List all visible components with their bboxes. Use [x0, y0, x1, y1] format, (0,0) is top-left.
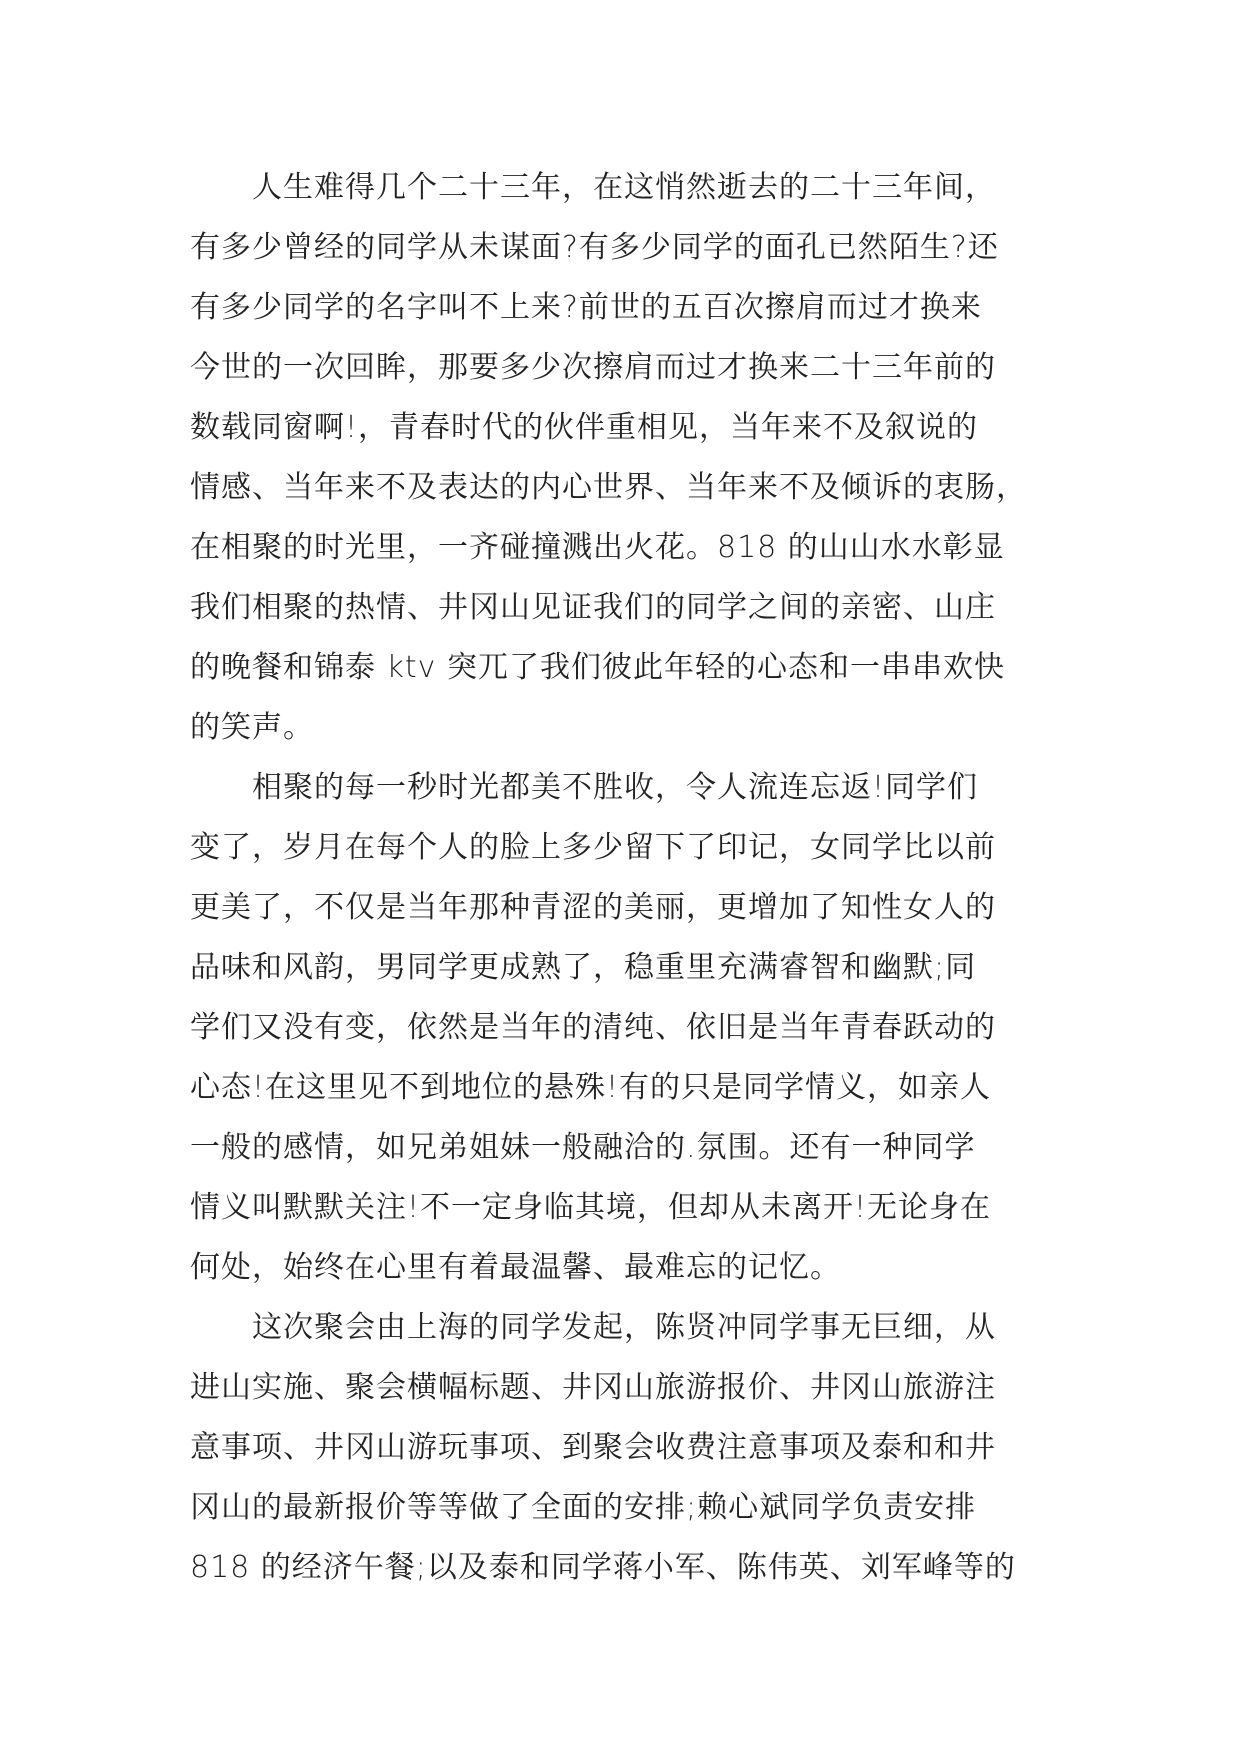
text-line: 的笑声。: [190, 710, 314, 745]
text-line: 进山实施、聚会横幅标题、井冈山旅游报价、井冈山旅游注: [190, 1370, 996, 1405]
text-line: 冈山的最新报价等等做了全面的安排;赖心斌同学负责安排: [190, 1490, 977, 1525]
text-line: 心态!在这里见不到地位的悬殊!有的只是同学情义，如亲人: [190, 1070, 992, 1105]
paragraph-1: [190, 158, 1070, 758]
text-line: 更美了，不仅是当年那种青涩的美丽，更增加了知性女人的: [190, 890, 996, 925]
text-line: 意事项、井冈山游玩事项、到聚会收费注意事项及泰和和井: [190, 1430, 996, 1465]
text-line: 有多少同学的名字叫不上来?前世的五百次擦肩而过才换来: [190, 290, 982, 325]
paragraph-2: [190, 758, 1070, 1298]
text-line: 818 的经济午餐;以及泰和同学蒋小军、陈伟英、刘军峰等的: [190, 1550, 1016, 1585]
text-line: 相聚的每一秒时光都美不胜收，令人流连忘返!同学们: [252, 770, 979, 805]
text-line: 情义叫默默关注!不一定身临其境，但却从未离开!无论身在: [190, 1190, 992, 1225]
text-line: 的晚餐和锦泰 ktv 突兀了我们彼此年轻的心态和一串串欢快: [190, 650, 1005, 685]
text-line: 数载同窗啊!，青春时代的伙伴重相见，当年来不及叙说的: [190, 410, 979, 445]
paragraph-3: [190, 1298, 1070, 1598]
text-line: 人生难得几个二十三年，在这悄然逝去的二十三年间，: [252, 170, 996, 205]
document-body: [190, 158, 1070, 1598]
text-line: 一般的感情，如兄弟姐妹一般融洽的.氛围。还有一种同学: [190, 1130, 976, 1165]
text-line: 这次聚会由上海的同学发起，陈贤冲同学事无巨细，从: [252, 1310, 996, 1345]
text-line: 学们又没有变，依然是当年的清纯、依旧是当年青春跃动的: [190, 1010, 996, 1045]
text-line: 在相聚的时光里，一齐碰撞溅出火花。818 的山山水水彰显: [190, 530, 1005, 565]
text-line: 今世的一次回眸，那要多少次擦肩而过才换来二十三年前的: [190, 350, 996, 385]
text-line: 品味和风韵，男同学更成熟了，稳重里充满睿智和幽默;同: [190, 950, 977, 985]
text-line: 变了，岁月在每个人的脸上多少留下了印记，女同学比以前: [190, 830, 996, 865]
text-line: 情感、当年来不及表达的内心世界、当年来不及倾诉的衷肠，: [190, 470, 1027, 505]
text-line: 何处，始终在心里有着最温馨、最难忘的记忆。: [190, 1250, 841, 1285]
text-line: 有多少曾经的同学从未谋面?有多少同学的面孔已然陌生?还: [190, 230, 999, 265]
text-line: 我们相聚的热情、井冈山见证我们的同学之间的亲密、山庄: [190, 590, 996, 625]
